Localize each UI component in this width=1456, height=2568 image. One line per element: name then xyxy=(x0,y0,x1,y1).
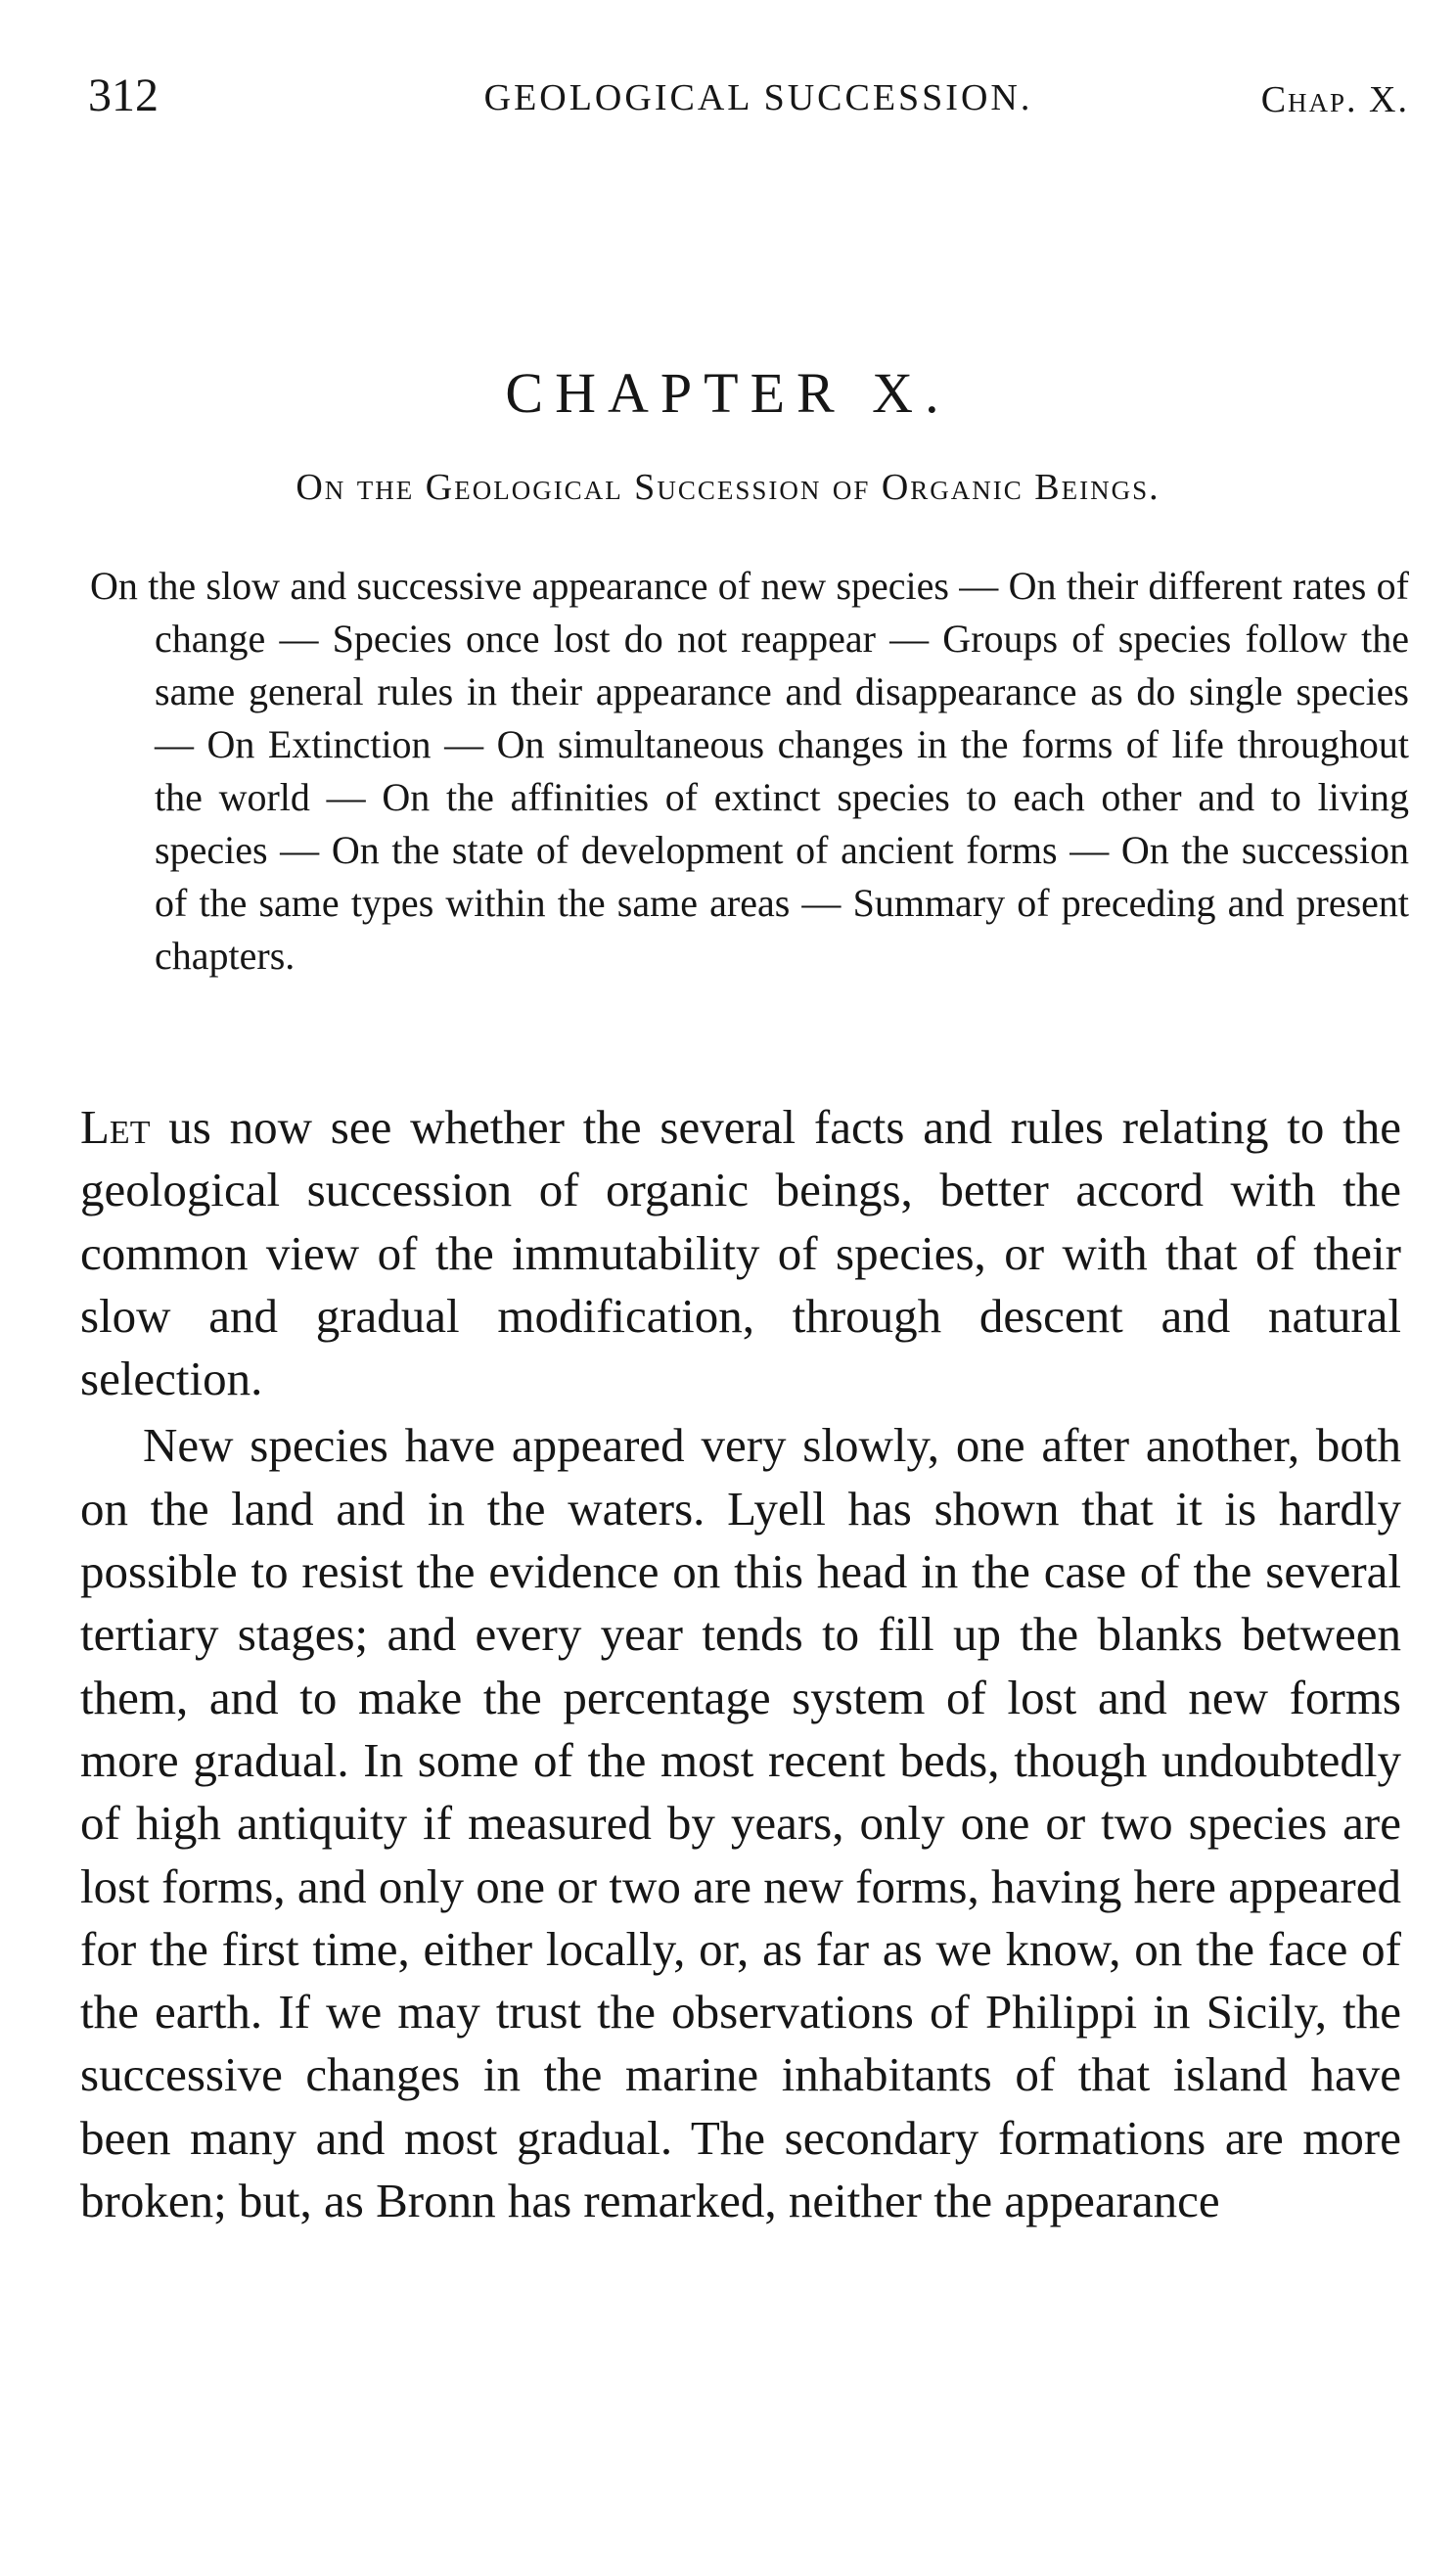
chapter-reference: Chap. X. xyxy=(1260,79,1409,120)
paragraph-1-text: us now see whether the several facts and rules relating to the geological succession of organic beings, better accord with the common view of the immutability of species, or with that of their slow and gradual modification, through descent and natural selection. xyxy=(80,1100,1401,1406)
chapter-summary xyxy=(90,560,1409,983)
chapter-summary-text: On the slow and successive appearance of new species — On their different rates of change — Species once lost do not reappear — Groups of species follow the same general rules in their appearance and disappearance as do single species — On Extinction — On simultaneous changes in the forms of life throughout the world — On the affinities of extinct species to each other and to living species — On the state of development of ancient forms — On the succession of the same types within the same areas — Summary of preceding and present chapters. xyxy=(90,564,1409,978)
page-number: 312 xyxy=(88,69,159,121)
chapter-title: On the Geological Succession of Organic Beings. xyxy=(296,467,1160,508)
chapter-heading: CHAPTER X. xyxy=(505,361,951,425)
running-head xyxy=(88,69,1409,137)
paragraph-first-word: Let xyxy=(80,1100,151,1154)
running-title: GEOLOGICAL SUCCESSION. xyxy=(483,77,1033,118)
body-text xyxy=(80,1096,1401,2232)
body-paragraph-1 xyxy=(80,1096,1401,1410)
body-paragraph-2: New species have appeared very slowly, one after another, both on the land and in the waters. Lyell has shown that it is hardly possible to resist the evidence on this head in the case of the several tertiary stages; and every year tends to fill up the blanks between them, and to make the percentage system of lost and new forms more gradual. In some of the most recent beds, though undoubtedly of high antiquity if measured by years, only one or two species are lost forms, and only one or two are new forms, having here appeared for the first time, either locally, or, as far as we know, on the face of the earth. If we may trust the observations of Philippi in Sicily, the successive changes in the marine inhabitants of that island have been many and most gradual. The secondary formations are more broken; but, as Bronn has remarked, neither the appearance xyxy=(80,1418,1401,2228)
